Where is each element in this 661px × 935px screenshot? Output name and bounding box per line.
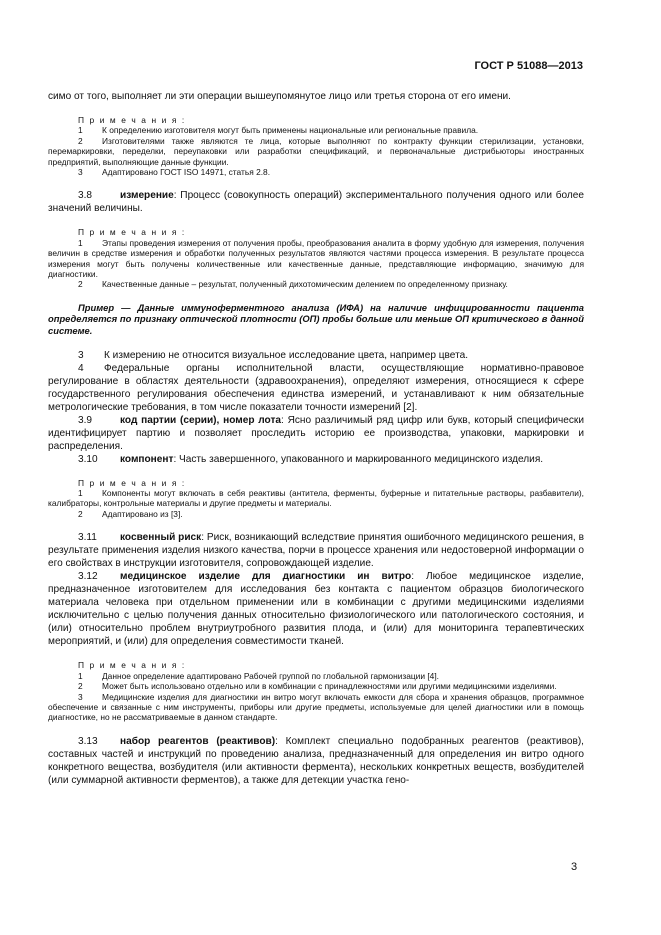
notes-heading: П р и м е ч а н и я : — [78, 115, 186, 125]
term-text: : Часть завершенного, упакованного и маркированного медицинского изделия. — [173, 453, 544, 465]
spacer — [48, 723, 584, 735]
term-name: код партии (серии), номер лота — [120, 414, 282, 426]
term-name: медицинское изделие для диагностики ин витро — [120, 571, 412, 583]
note-text: Компоненты могут включать в себя реактивы (антитела, ферменты, буферные и питательные растворы, разбавители), калибраторы, контрольные материалы и другие предметы и материалы. — [48, 488, 584, 509]
term-number: 3.11 — [78, 532, 97, 544]
term-definition — [48, 189, 584, 215]
note-text: Медицинские изделия для диагностики ин витро могут включать емкости для сбора и хранения образцов, программное обеспечение и связанные с ним инструменты, приборы или другие предметы, используемые для целей диагностики или в помощь диагностике, но не рассматриваемые в данном стандарте. — [48, 691, 584, 723]
spacer — [48, 337, 584, 349]
note-text: К определению изготовителя могут быть применены национальные или региональные правила. — [102, 125, 479, 136]
spacer — [48, 103, 584, 115]
term-number: 3.10 — [78, 453, 98, 465]
spacer — [48, 177, 584, 189]
paragraph-text: Федеральные органы исполнительной власти, осуществляющие нормативно-правовое регулирование в областях деятельности (здравоохранения), определяют измерения, относящиеся к сфере государственного регулирования обеспечения единства измерений, и устанавливают к ним обязательные метрологические требования, в том числе показатели точности измерений [2]. — [48, 362, 584, 413]
term-number: 3.12 — [78, 571, 98, 583]
paragraph-text: К измерению не относится визуальное исследование цвета, например цвета. — [104, 349, 469, 361]
note-text: Адаптировано ГОСТ ISO 14971, статья 2.8. — [102, 167, 271, 178]
term-name: косвенный риск — [120, 532, 202, 544]
spacer — [48, 519, 584, 531]
example-text: Пример — Данные иммуноферментного анализа (ИФА) на наличие инфицированности пациента определяется по признаку оптической плотности (ОП) пробы больше или меньше ОП критического в данной системе. — [48, 301, 584, 337]
note-text: Изготовителями также являются те лица, которые выполняют по контракту функции стерилизации, установки, перемаркировки, переделки, переупаковки или разработки спецификаций, и первоначальные дистрибьюторы иностранных предприятий, выполняющие данные функции. — [48, 135, 584, 167]
note-item — [48, 167, 584, 177]
term-name: набор реагентов (реактивов) — [120, 735, 276, 747]
term-definition — [48, 414, 584, 453]
notes-heading: П р и м е ч а н и я : — [78, 660, 186, 671]
spacer — [48, 648, 584, 660]
term-definition — [48, 531, 584, 570]
document-body — [48, 90, 584, 787]
note-number: 1 — [78, 488, 83, 499]
term-number: 3.9 — [78, 414, 93, 426]
note-item — [48, 238, 584, 280]
note-item — [48, 509, 584, 519]
paragraph-number: 3 — [78, 349, 84, 361]
note-number: 3 — [78, 167, 83, 178]
note-text: Этапы проведения измерения от получения пробы, преобразования аналита в форму удобную для измерения, получения величин в средстве измерения и обработки полученных результатов являются частями процесса измерения. В результате процесса измерения могут быть получены количественные или качественные данные, представляющие информацию, значимую для диагностики. — [48, 237, 584, 280]
page-number: 3 — [571, 861, 578, 873]
note-text: Данное определение адаптировано Рабочей группой по глобальной гармонизации [4]. — [102, 670, 439, 681]
note-text: Может быть использовано отдельно или в комбинации с принадлежностями или другими медицинскими изделиями. — [102, 681, 557, 692]
note-item — [48, 692, 584, 723]
note-text: Качественные данные – результат, полученный дихотомическим делением по определенному признаку. — [102, 279, 508, 290]
note-number: 1 — [78, 125, 83, 136]
note-number: 2 — [78, 135, 83, 146]
note-item — [48, 136, 584, 167]
numbered-paragraph — [48, 362, 584, 414]
note-number: 2 — [78, 681, 83, 692]
paragraph-number: 4 — [78, 362, 84, 374]
term-definition — [48, 453, 584, 466]
term-number: 3.8 — [78, 190, 93, 202]
document-header: ГОСТ Р 51088—2013 — [474, 60, 583, 72]
term-text: : Процесс (совокупность операций) экспериментального получения одного или более значений величины. — [48, 190, 584, 215]
notes-heading: П р и м е ч а н и я : — [78, 477, 186, 488]
term-text: : Комплект специально подобранных реагентов (реактивов), составных частей и инструкций по проведению анализа, предназначенный для определения ин витро одного конкретного вещества, возбудителя (или активности фермента), нескольких конкретных веществ, возбудителей (или суммарной активности ферментов), а также для детекции участка гено- — [48, 735, 584, 786]
note-number: 1 — [78, 670, 83, 681]
note-item — [48, 279, 584, 289]
term-name: компонент — [120, 453, 174, 465]
spacer — [48, 215, 584, 227]
term-number: 3.13 — [78, 735, 98, 747]
notes-heading: П р и м е ч а н и я : — [78, 227, 186, 238]
paragraph: симо от того, выполняет ли эти операции вышеупомянутое лицо или третья сторона от его имени. — [48, 91, 511, 102]
term-text: : Ясно различимый ряд цифр или букв, который специфически идентифицирует партию и позволяет проследить историю ее производства, упаковки, маркировки и распределения. — [48, 414, 584, 452]
note-number: 3 — [78, 691, 83, 702]
numbered-paragraph — [48, 349, 584, 362]
note-number: 1 — [78, 237, 83, 248]
term-definition — [48, 735, 584, 787]
note-text: Адаптировано из [3]. — [102, 508, 183, 519]
term-name: измерение — [120, 190, 174, 202]
note-item — [48, 125, 584, 135]
note-number: 2 — [78, 508, 83, 519]
term-text: : Риск, возникающий вследствие принятия ошибочного медицинского решения, в результате применения изделия низкого качества, порчи в процессе хранения или недостоверной информации о его свойствах в инструкции изготовителя, сопровождающей изделие. — [48, 532, 584, 570]
term-text: : Любое медицинское изделие, предназначенное изготовителем для исследования без контакта с пациентом образцов биологического материала человека при отдельном применении или в комбинации с другими медицинскими изделиями исключительно с целью получения данных относительно физиологического или патологического состояния, и (или) относительно проблем внутриутробного развития плода, и (или) для мониторинга терапевтических мероприятий, и (или) для определения совместимости тканей. — [48, 571, 584, 648]
note-item — [48, 681, 584, 691]
spacer — [48, 290, 584, 302]
note-number: 2 — [78, 279, 83, 290]
term-definition — [48, 570, 584, 648]
spacer — [48, 466, 584, 478]
note-item — [48, 488, 584, 509]
note-item — [48, 671, 584, 681]
